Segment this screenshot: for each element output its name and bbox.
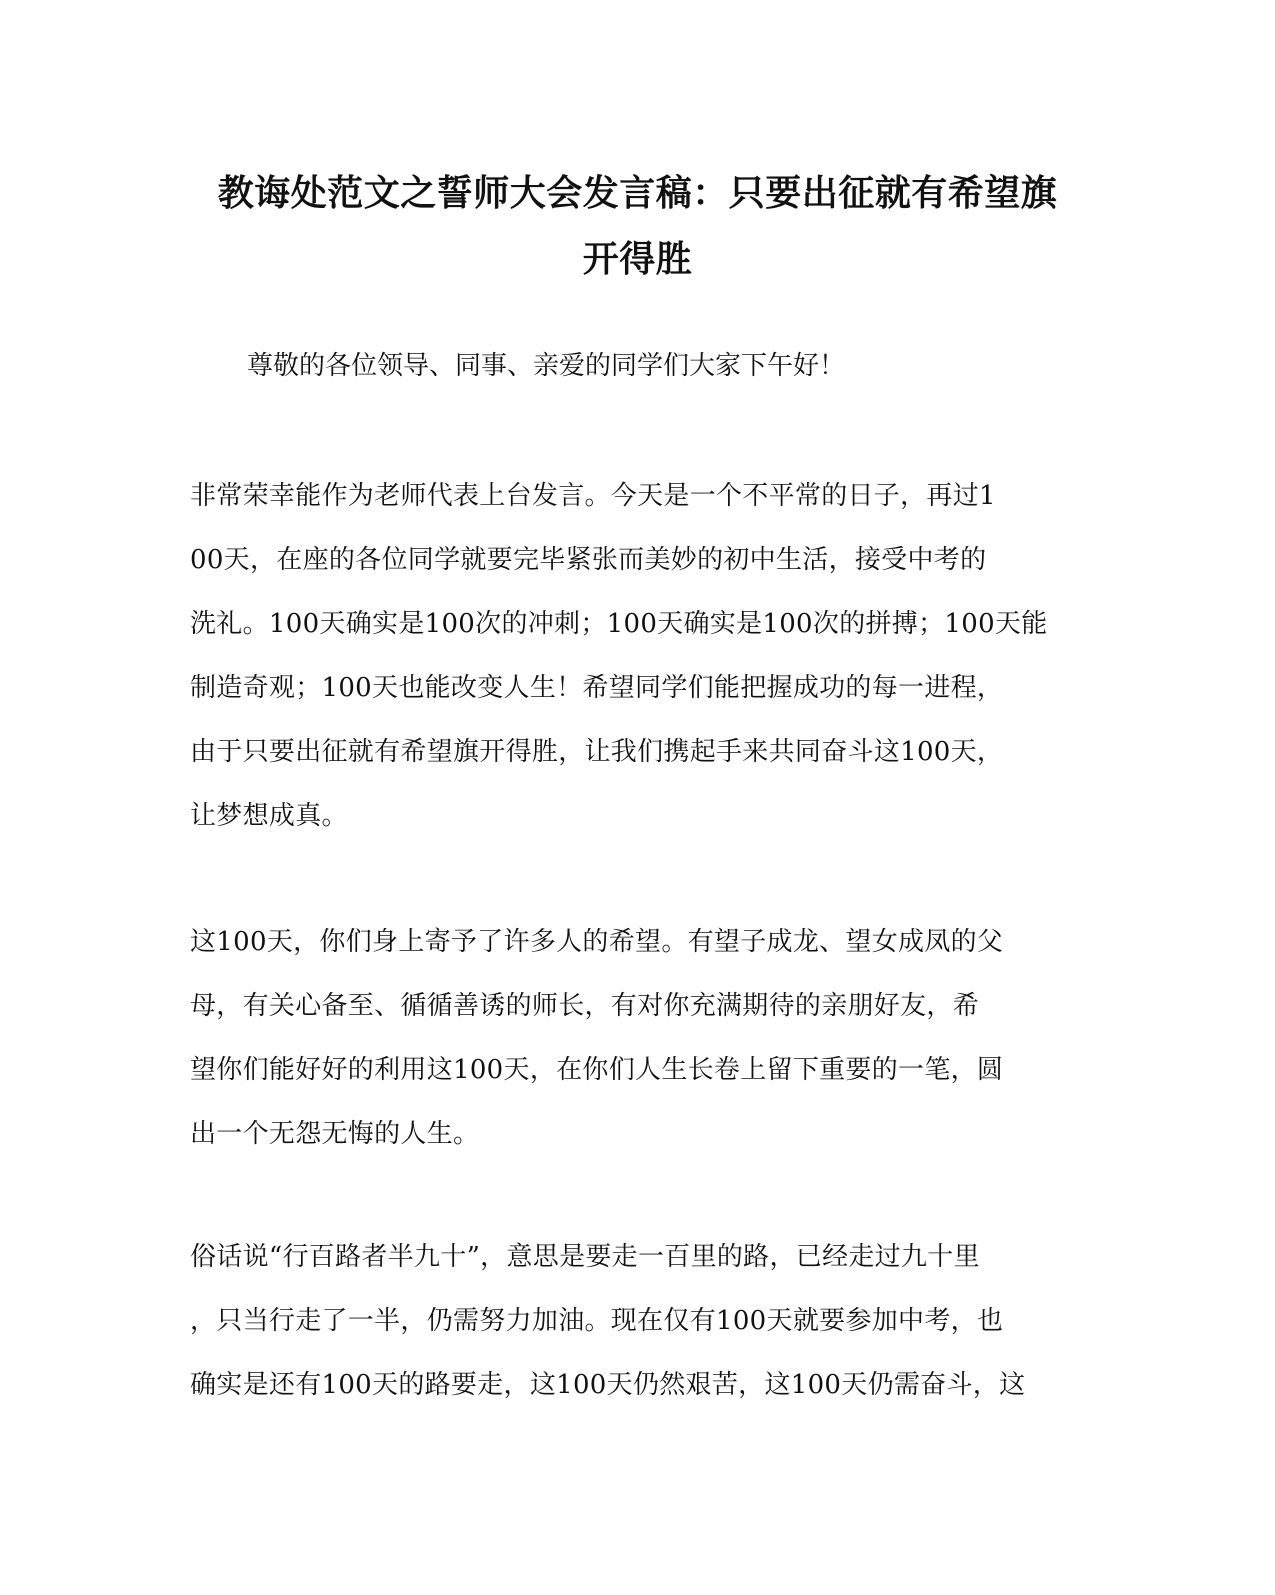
paragraph-line: 俗话说“行百路者半九十”，意思是要走一百里的路，已经走过九十里 — [190, 1242, 980, 1272]
paragraph-line: 确实是还有100天的路要走，这100天仍然艰苦，这100天仍需奋斗，这 — [190, 1370, 1026, 1400]
greeting: 尊敬的各位领导、同事、亲爱的同学们大家下午好！ — [247, 351, 846, 381]
paragraph-line: 望你们能好好的利用这100天，在你们人生长卷上留下重要的一笔，圆 — [190, 1055, 1004, 1085]
paragraph — [190, 1225, 1090, 1417]
paragraph — [190, 464, 1090, 848]
title-line: 教诲处范文之誓师大会发言稿：只要出征就有希望旗 — [217, 172, 1058, 214]
paragraph-line: 母，有关心备至、循循善诱的师长，有对你充满期待的亲朋好友，希 — [190, 991, 980, 1021]
paragraph-line: 制造奇观；100天也能改变人生！希望同学们能把握成功的每一进程， — [190, 673, 1004, 703]
paragraph — [190, 910, 1090, 1166]
paragraph-line: 让梦想成真。 — [190, 801, 348, 831]
paragraph-line: 非常荣幸能作为老师代表上台发言。今天是一个不平常的日子，再过1 — [190, 481, 996, 511]
title-line: 开得胜 — [582, 238, 693, 280]
paragraph-line: ，只当行走了一半，仍需努力加油。现在仅有100天就要参加中考，也 — [190, 1306, 1004, 1336]
paragraph-line: 洗礼。100天确实是100次的冲刺；100天确实是100次的拼搏；100天能 — [190, 609, 1048, 639]
document-title — [190, 160, 1085, 292]
paragraph-line: 由于只要出征就有希望旗开得胜，让我们携起手来共同奋斗这100天， — [190, 737, 1004, 767]
paragraph-line: 00天，在座的各位同学就要完毕紧张而美妙的初中生活，接受中考的 — [190, 545, 987, 575]
paragraph-line: 这100天，你们身上寄予了许多人的希望。有望子成龙、望女成凤的父 — [190, 927, 1004, 957]
paragraph-line: 出一个无怨无悔的人生。 — [190, 1119, 480, 1149]
